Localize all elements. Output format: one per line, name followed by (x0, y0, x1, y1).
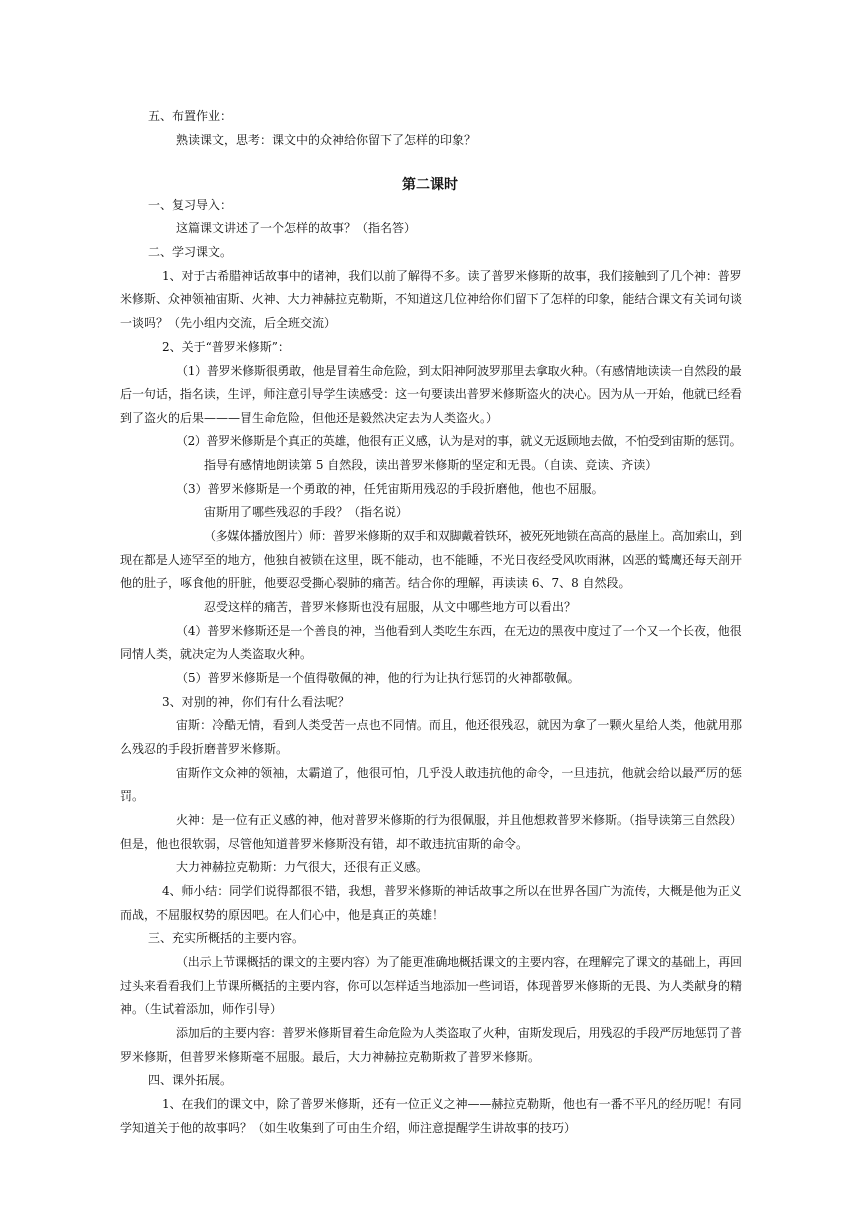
text-line: （2）普罗米修斯是个真正的英雄，他很有正义感，认为是对的事，就义无返顾地去做，不怕受到宙斯的惩罚。 (176, 434, 742, 448)
text-line: 宙斯：冷酷无情，看到人类受苦一点也不同情。而且，他还很残忍，就因为拿了一颗火星给人类，他就用那 (176, 718, 743, 732)
text-line: 火神：是一位有正义感的神，他对普罗米修斯的行为很佩服，并且他想救普罗米修斯。（指导读第三自然段） (176, 813, 742, 827)
text-line: 而战，不屈服权势的原因吧。在人们心中，他是真正的英雄！ (120, 908, 445, 922)
text-line: 1、对于古希腊神话故事中的诸神，我们以前了解得不多。读了普罗米修斯的故事，我们接触到了几个神：普罗 (162, 269, 742, 283)
text-line: 忍受这样的痛苦，普罗米修斯也没有屈服，从文中哪些地方可以看出？ (204, 600, 577, 614)
text-line: 这篇课文讲述了一个怎样的故事？（指名答） (176, 221, 417, 235)
lesson-heading: 第二课时 (402, 177, 458, 193)
text-line: 指导有感情地朗读第 5 自然段，读出普罗米修斯的坚定和无畏。（自读、竞读、齐读） (204, 458, 658, 472)
text-line: 同情人类，就决定为人类盗取火种。 (120, 647, 313, 661)
text-line: 2、关于“普罗米修斯”： (162, 340, 290, 354)
text-line: 么残忍的手段折磨普罗米修斯。 (120, 742, 289, 756)
text-line: 4、师小结：同学们说得都很不错，我想，普罗米修斯的神话故事之所以在世界各国广为流传，大概是他为正义 (162, 884, 742, 898)
text-line: 他的肚子，啄食他的肝脏，他要忍受撕心裂肺的痛苦。结合你的理解，再读读 6、7、8 自然段。 (120, 576, 631, 590)
text-line: （5）普罗米修斯是一个值得敬佩的神，他的行为让执行惩罚的火神都敬佩。 (176, 671, 580, 685)
text-line: 宙斯作文众神的领袖，太霸道了，他很可怕，几乎没人敢违抗他的命令，一旦违抗，他就会给以最严厉的惩 (176, 766, 743, 780)
text-line: 大力神赫拉克勒斯：力气很大，还很有正义感。 (176, 860, 429, 874)
text-line: （多媒体播放图片）师：普罗米修斯的双手和双脚戴着铁环，被死死地锁在高高的悬崖上。高加索山，到 (204, 529, 742, 543)
text-line: 罗米修斯，但普罗米修斯毫不屈服。最后，大力神赫拉克勒斯救了普罗米修斯。 (120, 1050, 541, 1064)
text-line: 1、在我们的课文中，除了普罗米修斯，还有一位正义之神——赫拉克勒斯，他也有一番不平凡的经历呢！有同 (162, 1097, 742, 1111)
text-line: 添加后的主要内容：普罗米修斯冒着生命危险为人类盗取了火种，宙斯发现后，用残忍的手段严厉地惩罚了普 (176, 1026, 742, 1040)
text-line: 现在都是人迹罕至的地方，他独自被锁在这里，既不能动，也不能睡，不光日夜经受风吹雨淋，凶恶的鹫鹰还每天剖开 (120, 553, 742, 567)
text-line: （1）普罗米修斯很勇敢，他是冒着生命危险，到太阳神阿波罗那里去拿取火种。（有感情地读读一自然段的最 (176, 364, 742, 378)
text-line: 一谈吗？（先小组内交流，后全班交流） (120, 316, 337, 330)
text-line: 二、学习课文。 (148, 245, 233, 259)
text-line: 五、布置作业： (148, 109, 233, 123)
text-line: 到了盗火的后果———冒生命危险，但他还是毅然决定去为人类盗火。） (120, 411, 499, 425)
text-line: 后一句话，指名读，生评，师注意引导学生读感受：这一句要读出普罗米修斯盗火的决心。因为从一开始，他就已经看 (120, 387, 742, 401)
text-line: 熟读课文，思考：课文中的众神给你留下了怎样的印象？ (176, 133, 477, 147)
text-line: 四、课外拓展。 (148, 1073, 233, 1087)
text-line: 宙斯用了哪些残忍的手段？（指名说） (204, 505, 409, 519)
text-line: 米修斯、众神领袖宙斯、火神、大力神赫拉克勒斯，不知道这几位神给你们留下了怎样的印象，能结合课文有关词句谈 (120, 292, 742, 306)
text-line: 3、对别的神，你们有什么看法呢？ (162, 695, 350, 709)
text-line: 一、复习导入： (148, 198, 233, 212)
text-line: 但是，他也很软弱，尽管他知道普罗米修斯没有错，却不敢违抗宙斯的命令。 (120, 837, 529, 851)
text-line: 过头来看看我们上节课所概括的主要内容，你可以怎样适当地添加一些词语，体现普罗米修斯的无畏、为人类献身的精 (120, 979, 742, 993)
text-line: 神。（生试着添加，师作引导） (120, 1002, 283, 1016)
text-line: 罚。 (120, 789, 145, 803)
text-line: 三、充实所概括的主要内容。 (148, 931, 305, 945)
text-line: （3）普罗米修斯是一个勇敢的神，任凭宙斯用残忍的手段折磨他，他也不屈服。 (176, 482, 604, 496)
text-line: （4）普罗米修斯还是一个善良的神，当他看到人类吃生东西，在无边的黑夜中度过了一个又一个长夜，他很 (176, 624, 742, 638)
text-line: （出示上节课概括的课文的主要内容）为了能更准确地概括课文的主要内容，在理解完了课文的基础上，再回 (176, 955, 742, 969)
text-line: 学知道关于他的故事吗？（如生收集到了可由生介绍，师注意提醒学生讲故事的技巧） (120, 1121, 577, 1135)
